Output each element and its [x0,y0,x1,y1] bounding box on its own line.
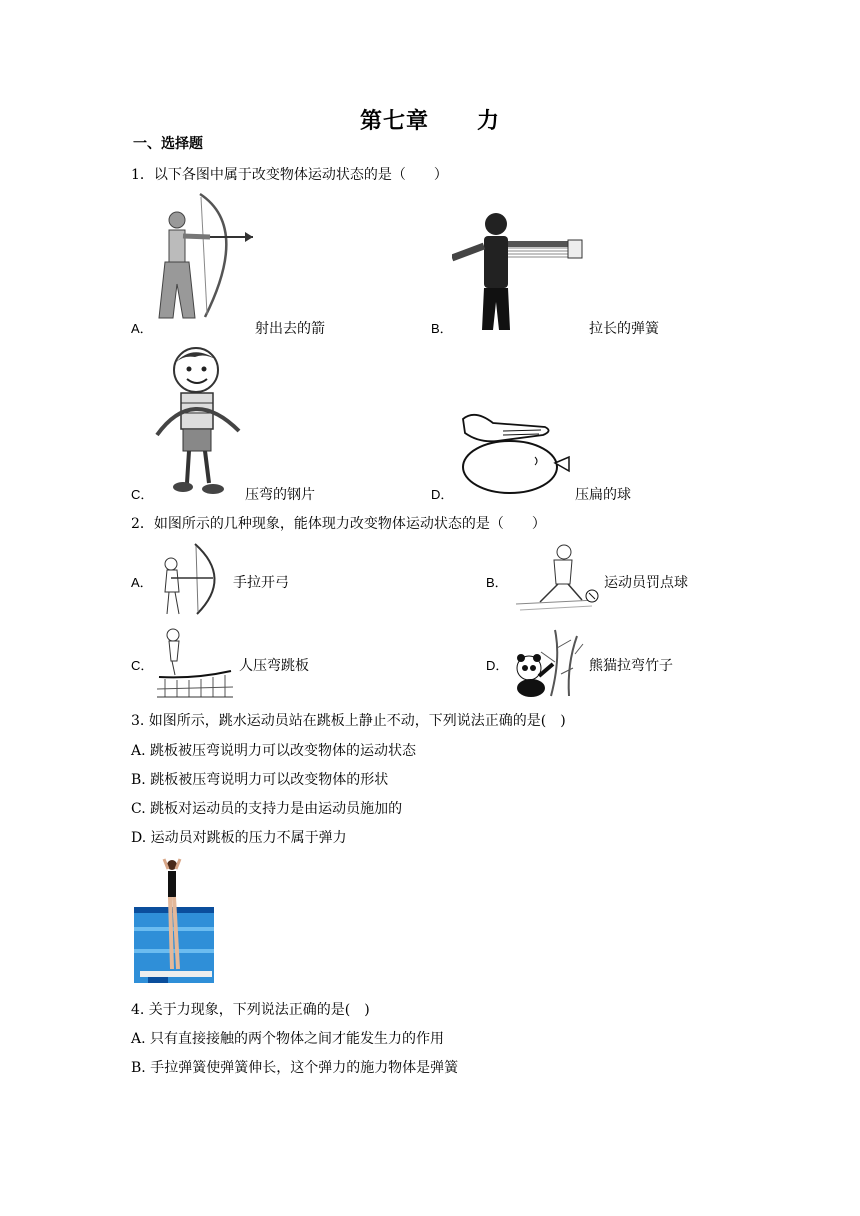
q1-option-b-label: B． [431,321,453,336]
spring-man-image [452,210,587,332]
penalty-kick-image [512,542,600,614]
q2-option-d-label: D． [486,658,509,673]
diving-board-image [155,625,235,700]
q2-option-a-label: A． [131,575,153,590]
q2-option-a-caption: 手拉开弓 [233,575,289,591]
q3-option-d: D. 运动员对跳板的压力不属于弹力 [131,830,347,846]
boy-bending-steel-image [153,345,248,497]
q2-option-b-caption: 运动员罚点球 [604,575,688,591]
q1-option-b-caption: 拉长的弹簧 [589,321,659,337]
section-heading: 一、选择题 [133,136,203,152]
q2-option-c-caption: 人压弯跳板 [239,658,309,674]
q3-option-a: A. 跳板被压弯说明力可以改变物体的运动状态 [131,743,417,759]
q4-option-b: B. 手拉弹簧使弹簧伸长，这个弹力的施力物体是弹簧 [131,1060,459,1076]
panda-bamboo-image [511,628,586,698]
question-2-stem: 2．如图所示的几种现象，能体现力改变物体运动状态的是（ ） [131,516,546,532]
q2-option-c-label: C． [131,658,154,673]
q1-option-c-caption: 压弯的钢片 [245,487,315,503]
q2-option-b-label: B． [486,575,508,590]
drawing-bow-image [155,542,230,617]
question-1-stem: 1．以下各图中属于改变物体运动状态的是（ ） [131,167,448,183]
q1-option-a-caption: 射出去的箭 [255,321,325,337]
page-title: 第七章 力 [359,108,501,134]
q3-option-b: B. 跳板被压弯说明力可以改变物体的形状 [131,772,389,788]
hand-pressing-ball-image [455,405,580,497]
diver-on-board-photo [134,857,214,983]
archer-image [155,192,255,332]
question-4-stem: 4. 关于力现象，下列说法正确的是( ) [131,1002,370,1018]
question-3-stem: 3. 如图所示，跳水运动员站在跳板上静止不动，下列说法正确的是( ) [131,713,566,729]
q4-option-a: A. 只有直接接触的两个物体之间才能发生力的作用 [131,1031,445,1047]
q3-option-c: C. 跳板对运动员的支持力是由运动员施加的 [131,801,403,817]
q1-option-a-label: A． [131,321,153,336]
q1-option-c-label: C． [131,487,154,502]
q1-option-d-label: D． [431,487,454,502]
q1-option-d-caption: 压扁的球 [575,487,631,503]
q2-option-d-caption: 熊猫拉弯竹子 [589,658,673,674]
